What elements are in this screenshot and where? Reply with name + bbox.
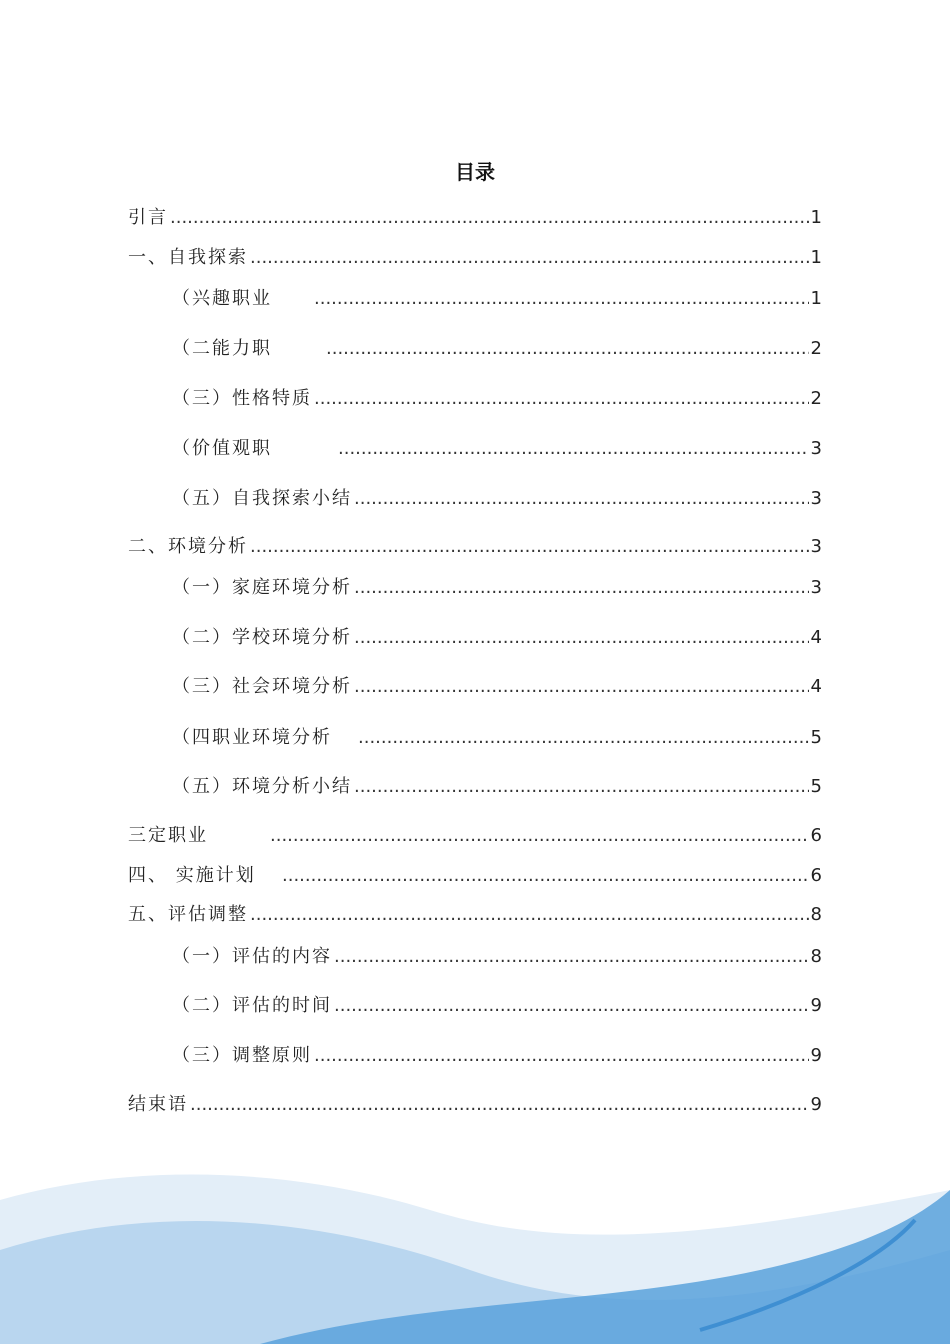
- toc-leader-dots: [250, 903, 809, 927]
- toc-entry-label: （一）家庭环境分析: [172, 577, 352, 598]
- toc-entry-society-env[interactable]: [172, 675, 822, 699]
- toc-entry-page: 9: [810, 1094, 822, 1115]
- toc-entry-conclusion[interactable]: [128, 1093, 822, 1117]
- toc-leader-dots: [190, 1093, 809, 1117]
- toc-entry-family-env[interactable]: [172, 576, 822, 600]
- toc-entry-eval-time[interactable]: [172, 994, 822, 1018]
- toc-leader-dots: [170, 206, 809, 230]
- toc-entry-environment[interactable]: [128, 535, 822, 559]
- toc-entry-personality[interactable]: [172, 387, 822, 411]
- toc-leader-dots: [354, 487, 809, 511]
- toc-entry-page: 3: [810, 488, 822, 509]
- toc-entry-label: （四职业环境分析: [172, 727, 332, 748]
- toc-entry-ability[interactable]: [172, 337, 822, 361]
- toc-entry-label: 三定职业: [128, 825, 208, 846]
- toc-entry-page: 1: [810, 288, 822, 309]
- toc-leader-dots: [314, 1044, 809, 1068]
- toc-entry-intro[interactable]: [128, 206, 822, 230]
- toc-entry-page: 8: [810, 904, 822, 925]
- toc-entry-page: 4: [810, 627, 822, 648]
- toc-entry-page: 3: [810, 536, 822, 557]
- toc-title: 目录: [455, 160, 495, 184]
- toc-leader-dots: [354, 775, 809, 799]
- toc-entry-page: 1: [810, 207, 822, 228]
- toc-leader-dots: [314, 387, 809, 411]
- toc-leader-dots: [354, 576, 809, 600]
- toc-entry-interest[interactable]: [172, 287, 822, 311]
- toc-entry-page: 3: [810, 438, 822, 459]
- toc-leader-dots: [250, 246, 809, 270]
- toc-entry-self-exploration[interactable]: [128, 246, 822, 270]
- toc-entry-label: （一）评估的内容: [172, 946, 332, 967]
- toc-leader-dots: [270, 824, 809, 848]
- toc-entry-career-target[interactable]: [128, 824, 822, 848]
- toc-leader-dots: [358, 726, 809, 750]
- toc-entry-label: （二）学校环境分析: [172, 627, 352, 648]
- toc-leader-dots: [354, 675, 809, 699]
- toc-entry-label: 五、评估调整: [128, 904, 248, 925]
- toc-entry-page: 2: [810, 338, 822, 359]
- toc-leader-dots: [326, 337, 809, 361]
- toc-entry-values[interactable]: [172, 437, 822, 461]
- toc-entry-page: 2: [810, 388, 822, 409]
- toc-entry-page: 8: [810, 946, 822, 967]
- toc-entry-page: 4: [810, 676, 822, 697]
- toc-entry-label: （兴趣职业: [172, 288, 272, 309]
- decorative-wave-footer: [0, 1130, 950, 1344]
- toc-entry-label: 四、 实施计划: [128, 865, 256, 886]
- toc-leader-dots: [334, 945, 809, 969]
- toc-leader-dots: [354, 626, 809, 650]
- toc-entry-label: 引言: [128, 207, 168, 228]
- toc-entry-implementation[interactable]: [128, 864, 822, 888]
- toc-entry-page: 1: [810, 247, 822, 268]
- toc-entry-label: （三）社会环境分析: [172, 676, 352, 697]
- toc-entry-label: （三）性格特质: [172, 388, 312, 409]
- toc-entry-label: （价值观职: [172, 438, 272, 459]
- toc-entry-label: （五）环境分析小结: [172, 776, 352, 797]
- toc-entry-page: 6: [810, 865, 822, 886]
- toc-entry-career-env[interactable]: [172, 726, 822, 750]
- toc-entry-label: （二能力职: [172, 338, 272, 359]
- toc-entry-evaluation[interactable]: [128, 903, 822, 927]
- toc-leader-dots: [334, 994, 809, 1018]
- toc-leader-dots: [338, 437, 809, 461]
- toc-entry-school-env[interactable]: [172, 626, 822, 650]
- toc-entry-label: （二）评估的时间: [172, 995, 332, 1016]
- toc-leader-dots: [314, 287, 809, 311]
- toc-entry-page: 6: [810, 825, 822, 846]
- toc-entry-page: 9: [810, 1045, 822, 1066]
- toc-entry-label: 一、自我探索: [128, 247, 248, 268]
- toc-entry-adjust-principle[interactable]: [172, 1044, 822, 1068]
- toc-entry-self-summary[interactable]: [172, 487, 822, 511]
- toc-entry-env-summary[interactable]: [172, 775, 822, 799]
- toc-leader-dots: [250, 535, 809, 559]
- toc-entry-label: （五）自我探索小结: [172, 488, 352, 509]
- toc-entry-eval-content[interactable]: [172, 945, 822, 969]
- toc-entry-label: 二、环境分析: [128, 536, 248, 557]
- toc-entry-page: 3: [810, 577, 822, 598]
- toc-entry-label: 结束语: [128, 1094, 188, 1115]
- toc-leader-dots: [282, 864, 809, 888]
- toc-entry-label: （三）调整原则: [172, 1045, 312, 1066]
- toc-entry-page: 9: [810, 995, 822, 1016]
- toc-entry-page: 5: [810, 776, 822, 797]
- toc-entry-page: 5: [810, 727, 822, 748]
